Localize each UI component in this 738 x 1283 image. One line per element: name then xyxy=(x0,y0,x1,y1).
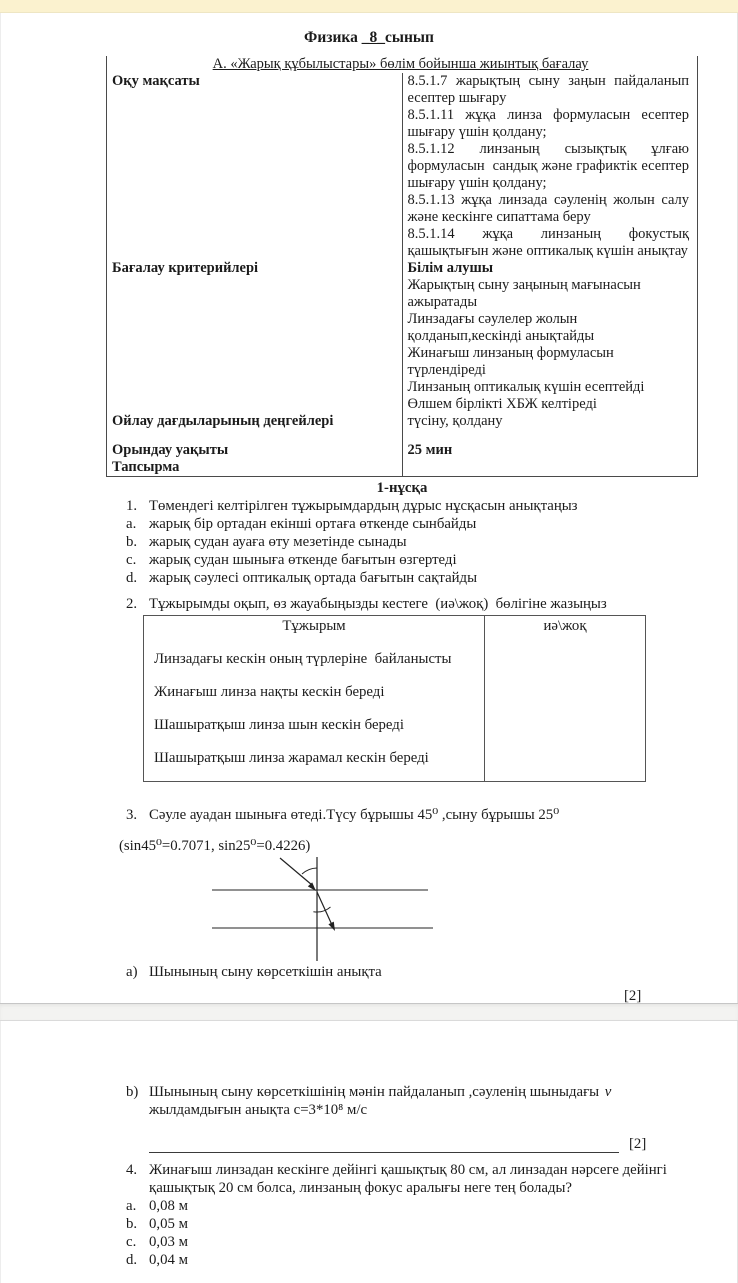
variant-heading: 1-нұсқа xyxy=(376,480,428,496)
doc-title-suffix: сынып xyxy=(385,29,434,46)
question-4-line2: қашықтық 20 см болса, линзаның фокус аралығы неге тең болады? xyxy=(149,1180,572,1196)
question-1-option-b xyxy=(126,533,737,551)
question-4-line1: Жинағыш линзадан кескінге дейінгі қашықтық 80 см, ал линзадан нәрсеге дейінгі xyxy=(149,1162,667,1178)
yes-no-table xyxy=(143,615,646,782)
question-2 xyxy=(126,595,737,613)
spacer xyxy=(126,1101,149,1119)
criteria-value xyxy=(402,260,698,413)
statement-text: Шашыратқыш линза шын кескін береді xyxy=(144,701,485,734)
question-4-option-a xyxy=(126,1197,737,1215)
question-3b xyxy=(126,1083,737,1101)
option-text: жарық сәулесі оптикалық ортада бағытын сақтайды xyxy=(149,570,478,586)
statement-column-header: Тұжырым xyxy=(144,616,485,636)
answer-cell xyxy=(485,635,646,668)
page-break xyxy=(0,1003,738,1021)
question-3b-answer-area xyxy=(149,1135,737,1153)
answer-cell xyxy=(485,668,646,701)
question-3b-line2: жылдамдығын анықта c=3*10⁸ м/с xyxy=(149,1102,368,1118)
option-text: 0,08 м xyxy=(149,1198,188,1214)
question-1-option-c xyxy=(126,551,737,569)
question-3b-line1: Шынының сыну көрсеткішінің мәнін пайдаланып ,сәуленің шыныдағы xyxy=(149,1084,603,1100)
question-3-number: 3. xyxy=(126,807,138,823)
page-1 xyxy=(0,13,738,1003)
question-1-number: 1. xyxy=(126,498,138,514)
learning-goal-item: 8.5.1.11 жұқа линза формуласын есептер шығару үшін қолдану; xyxy=(407,107,693,140)
doc-title-grade: _8_ xyxy=(361,29,386,46)
learning-goal-item: 8.5.1.14 жұқа линзаның фокустық қашықтығын және оптикалық күшін анықтау xyxy=(407,226,693,259)
thinking-skills-value: түсіну, қолдану xyxy=(407,413,503,429)
section-heading-row xyxy=(107,56,698,73)
option-text: 0,05 м xyxy=(149,1216,188,1232)
question-1-option-a xyxy=(126,515,737,533)
criteria-row xyxy=(107,260,698,413)
question-4-line2-row xyxy=(126,1179,737,1197)
criteria-item: Линзаның оптикалық күшін есептейді xyxy=(407,379,645,395)
criteria-label: Бағалау критерийлері xyxy=(107,260,403,413)
question-4-option-b xyxy=(126,1215,737,1233)
question-2-text: Тұжырымды оқып, өз жауабыңызды кестеге (иә\жоқ) бөлігіне жазыңыз xyxy=(149,596,607,612)
statement-text: Линзадағы кескін оның түрлеріне байланысты xyxy=(144,635,485,668)
statement-text: Шашыратқыш линза жарамал кескін береді xyxy=(144,734,485,782)
learning-goal-label: Оқу мақсаты xyxy=(107,73,403,260)
option-letter: c. xyxy=(126,1234,137,1250)
section-heading: А. «Жарық құбылыстары» бөлім бойынша жиынтық бағалау xyxy=(212,56,589,72)
statement-text: Жинағыш линза нақты кескін береді xyxy=(144,668,485,701)
answer-cell xyxy=(485,701,646,734)
learning-goals-row xyxy=(107,73,698,260)
task-value xyxy=(402,459,698,477)
option-letter: a. xyxy=(126,516,137,532)
criteria-item: Жинағыш линзаның формуласын түрлендіреді xyxy=(407,345,618,378)
question-3a-answer-area xyxy=(149,987,737,1003)
question-1 xyxy=(126,497,737,515)
duration-label: Орындау уақыты xyxy=(107,442,403,459)
question-3b-line2-row xyxy=(126,1101,737,1119)
option-letter: b. xyxy=(126,1216,138,1232)
option-letter: d. xyxy=(126,1252,138,1268)
question-1-option-d xyxy=(126,569,737,587)
statement-row xyxy=(144,734,646,782)
question-3a xyxy=(126,963,737,981)
learning-goal-value xyxy=(402,73,698,260)
page-2 xyxy=(0,1021,738,1283)
question-4-option-c xyxy=(126,1233,737,1251)
option-text: 0,04 м xyxy=(149,1252,188,1268)
option-letter: a. xyxy=(126,1198,137,1214)
option-text: 0,03 м xyxy=(149,1234,188,1250)
option-letter: c. xyxy=(126,552,137,568)
thinking-skills-row xyxy=(107,413,698,442)
criteria-item: Жарықтың сыну заңының мағынасын ажыратады xyxy=(407,277,645,310)
yes-no-header-row xyxy=(144,616,646,636)
question-1-text: Төмендегі келтірілген тұжырымдардың дұрыс нұсқасын анықтаңыз xyxy=(149,498,578,514)
option-letter: b. xyxy=(126,534,138,550)
doc-title-prefix: Физика xyxy=(304,29,362,46)
question-3a-letter: а) xyxy=(126,964,138,980)
duration-value: 25 мин xyxy=(407,442,453,458)
question-3-text: Сәуле ауадан шыныға өтеді.Түсу бұрышы 45⁰ ,сыну бұрышы 25⁰ xyxy=(149,807,560,823)
yes-no-column-header: иә\жоқ xyxy=(543,618,587,634)
question-3 xyxy=(126,806,737,824)
criteria-heading: Білім алушы xyxy=(407,260,494,276)
answer-blank-line xyxy=(149,1137,619,1153)
option-text: жарық судан шыныға өткенде бағытын өзгертеді xyxy=(149,552,457,568)
learning-goal-item: 8.5.1.13 жұқа линзада сәуленің жолын салу және кескінге сипаттама беру xyxy=(407,192,693,225)
notice-bar xyxy=(0,0,738,13)
question-4-number: 4. xyxy=(126,1162,138,1178)
duration-row xyxy=(107,442,698,459)
marks-badge: [2] xyxy=(629,1136,647,1152)
summative-meta-table xyxy=(106,56,698,477)
criteria-item: Өлшем бірлікті ХБЖ келтіреді xyxy=(407,396,597,412)
learning-goal-item: 8.5.1.7 жарықтың сыну заңын пайдаланып есептер шығару xyxy=(407,73,693,106)
statement-row xyxy=(144,668,646,701)
refraction-diagram xyxy=(204,855,737,963)
question-3b-letter: b) xyxy=(126,1084,139,1100)
option-text: жарық бір ортадан екінші ортаға өткенде сынбайды xyxy=(149,516,477,532)
answer-cell xyxy=(485,734,646,782)
question-3a-text: Шынының сыну көрсеткішін анықта xyxy=(149,964,382,980)
thinking-skills-label: Ойлау дағдыларының деңгейлері xyxy=(107,413,403,442)
question-4 xyxy=(126,1161,737,1179)
question-4-option-d xyxy=(126,1251,737,1269)
statement-row xyxy=(144,635,646,668)
answer-blank-line xyxy=(149,989,614,1003)
spacer xyxy=(126,1179,149,1197)
option-letter: d. xyxy=(126,570,138,586)
doc-title xyxy=(1,29,737,47)
question-2-number: 2. xyxy=(126,596,138,612)
criteria-item: Линзадағы сәулелер жолын қолданып,кескінді анықтайды xyxy=(407,311,595,344)
option-text: жарық судан ауаға өту мезетінде сынады xyxy=(149,534,407,550)
question-3-sin-values: (sin45⁰=0.7071, sin25⁰=0.4226) xyxy=(119,838,311,854)
statement-row xyxy=(144,701,646,734)
question-3b-text xyxy=(149,1083,611,1101)
marks-badge: [2] xyxy=(624,988,642,1003)
task-row xyxy=(107,459,698,477)
task-label: Тапсырма xyxy=(107,459,403,477)
velocity-symbol: v xyxy=(604,1084,612,1100)
learning-goal-item: 8.5.1.12 линзаның сызықтық ұлғаю формуласын сандық және графиктік есептер шығару үшін қолдану; xyxy=(407,141,693,191)
